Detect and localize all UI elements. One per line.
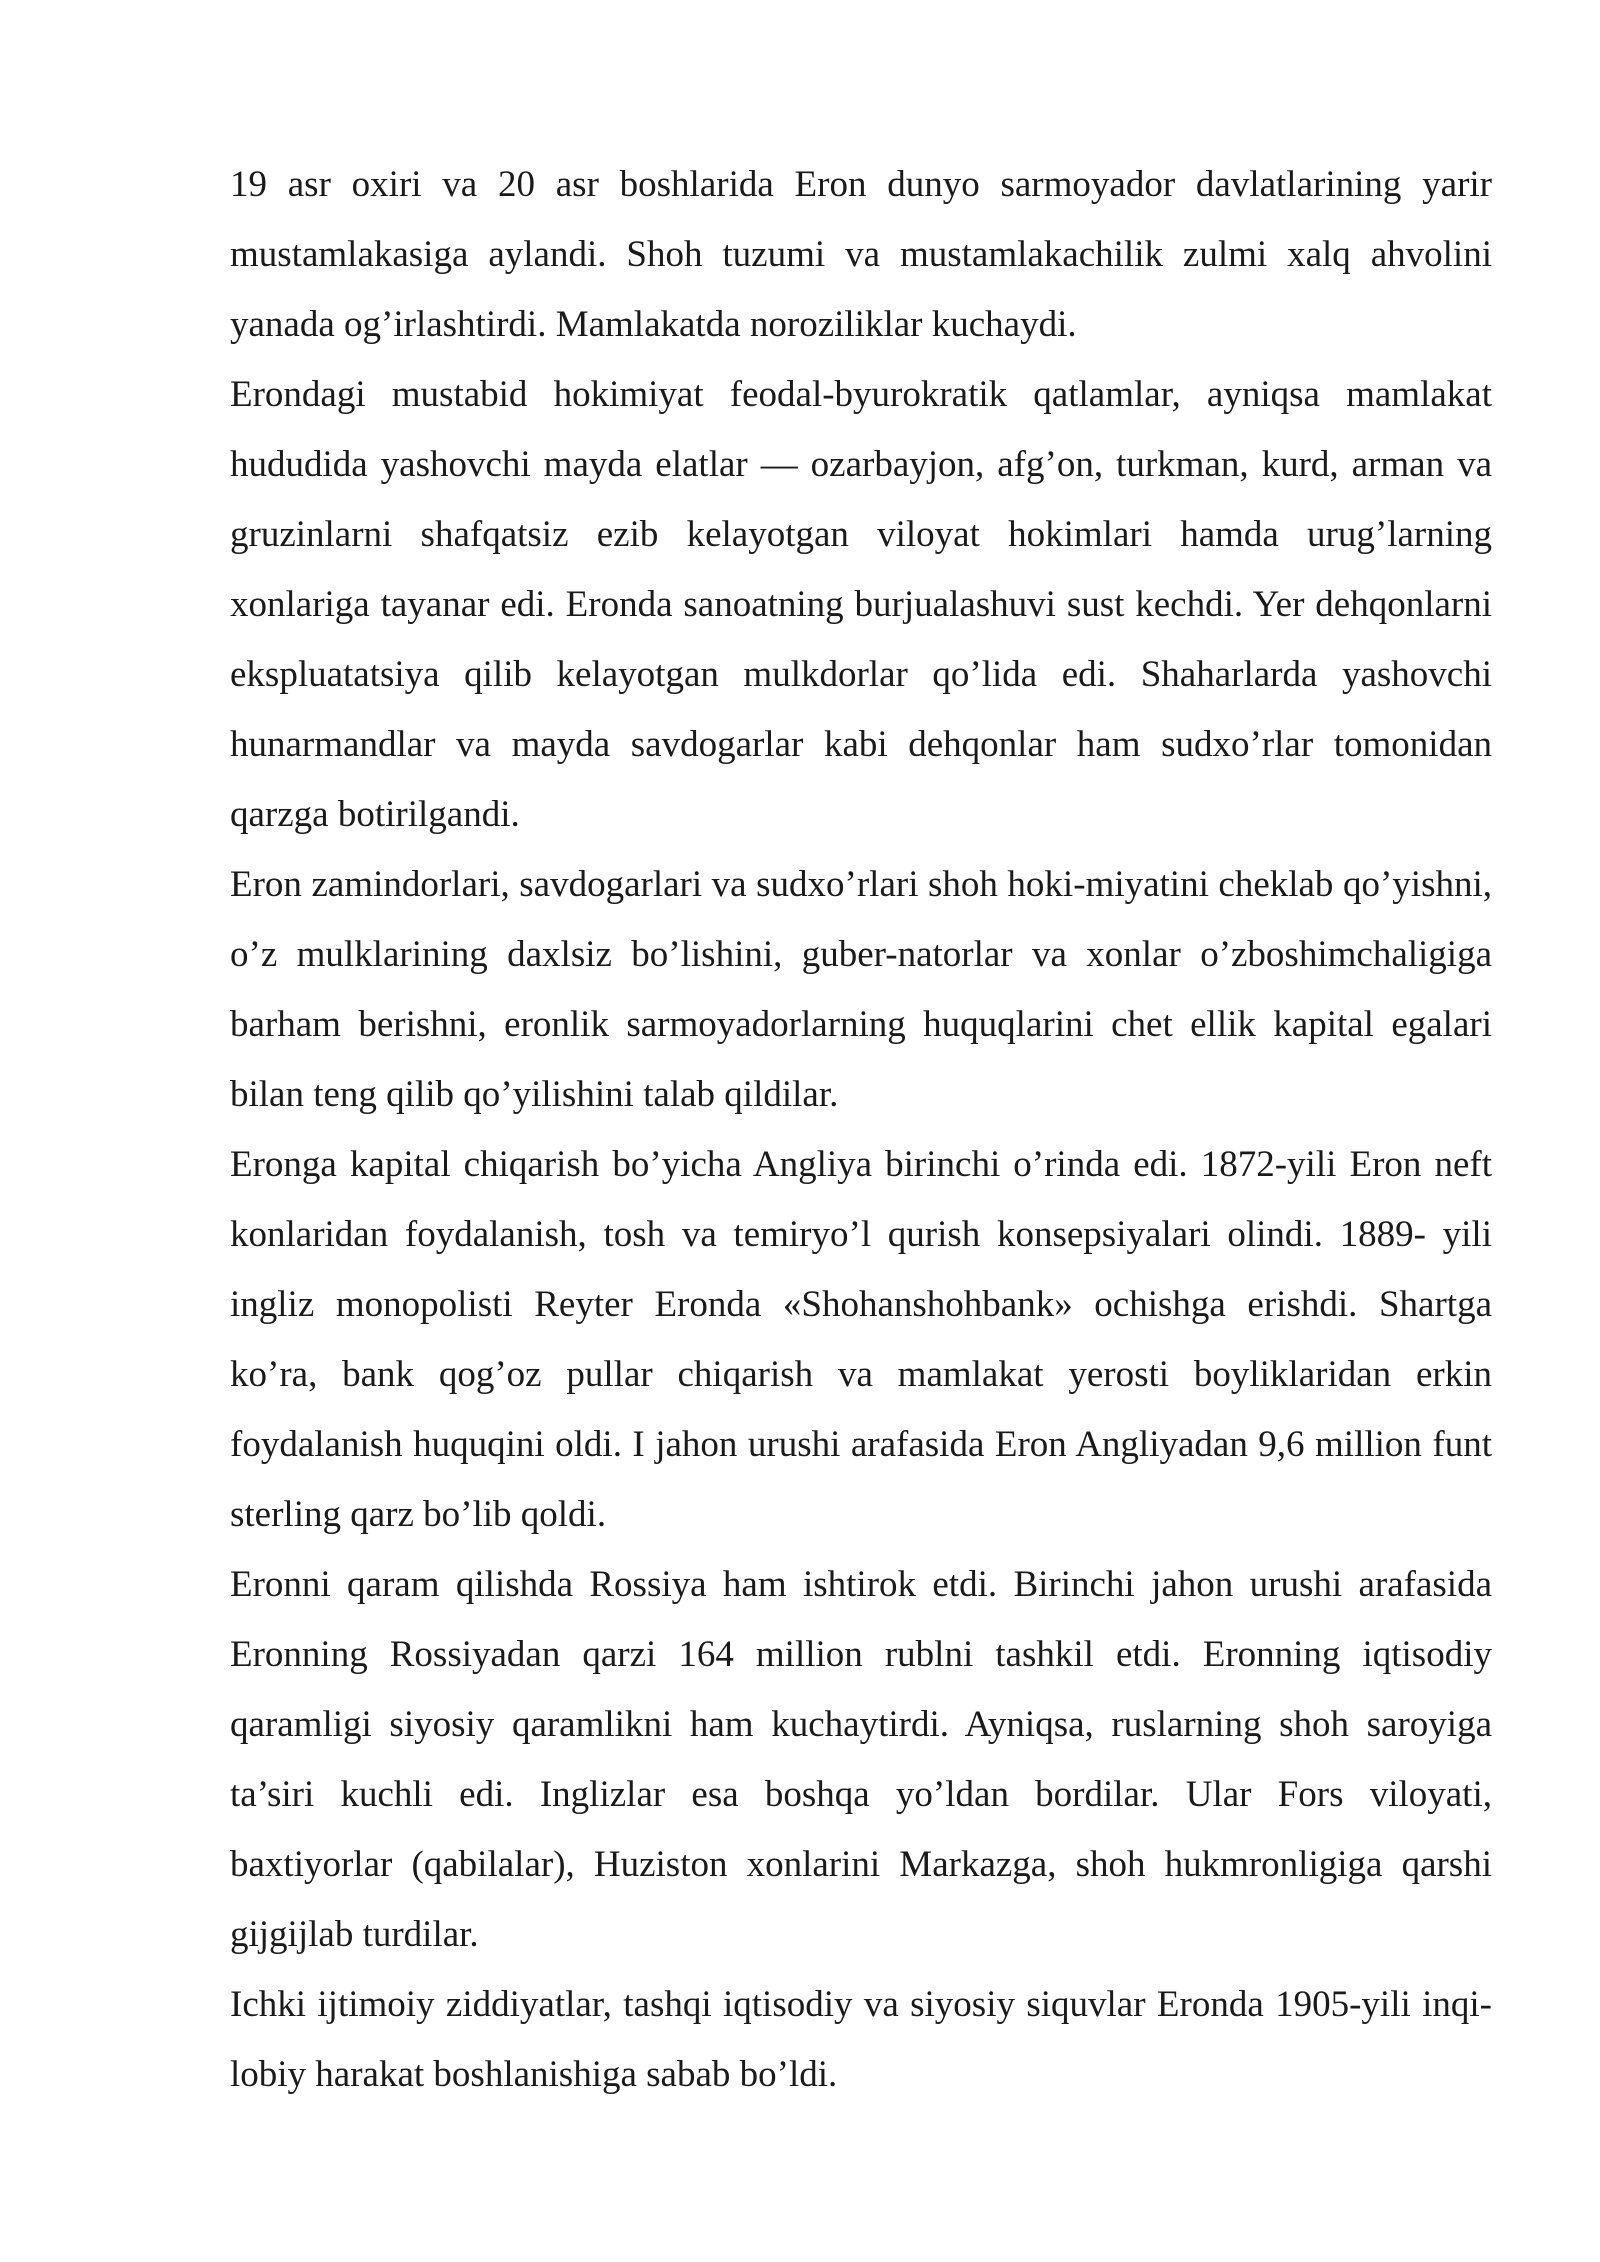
paragraph-3: Eron zamindorlari, savdogarlari va sudxo’rlari shoh hoki-miyatini cheklab qo’yishni, o’z mulklarining daxlsiz bo’lishini, guber-natorlar va xonlar o’zboshimchaligiga barham berishni, eronlik sarmoyadorlarning huquqlarini chet ellik kapital egalari bilan teng qilib qo’yilishini talab qildilar.	[230, 864, 1492, 1115]
paragraph-2: Erondagi mustabid hokimiyat feodal-byurokratik qatlamlar, ayniqsa mamlakat hududida yashovchi mayda elatlar — ozarbayjon, afg’on, turkman, kurd, arman va gruzinlarni shafqatsiz ezib kelayotgan viloyat hokimlari hamda urug’larning xonlariga tayanar edi. Eronda sanoatning burjualashuvi sust kechdi. Yer dehqonlarni ekspluatatsiya qilib kelayotgan mulkdorlar qo’lida edi. Shaharlarda yashovchi hunarmandlar va mayda savdogarlar kabi dehqonlar ham sudxo’rlar tomonidan qarzga botirilgandi.	[230, 374, 1492, 835]
paragraph-4: Eronga kapital chiqarish bo’yicha Angliya birinchi o’rinda edi. 1872-yili Eron neft konlaridan foydalanish, tosh va temiryo’l qurish konsepsiyalari olindi. 1889- yili ingliz monopolisti Reyter Eronda «Shohanshohbank» ochishga erishdi. Shartga ko’ra, bank qog’oz pullar chiqarish va mamlakat yerosti boyliklaridan erkin foydalanish huquqini oldi. I jahon urushi arafasida Eron Angliyadan 9,6 million funt sterling qarz bo’lib qoldi.	[230, 1144, 1492, 1535]
document-page	[230, 150, 1492, 2110]
paragraph-5: Eronni qaram qilishda Rossiya ham ishtirok etdi. Birinchi jahon urushi arafasida Eronning Rossiyadan qarzi 164 million rublni tashkil etdi. Eronning iqtisodiy qaramligi siyosiy qaramlikni ham kuchaytirdi. Ayniqsa, ruslarning shoh saroyiga ta’siri kuchli edi. Inglizlar esa boshqa yo’ldan bordilar. Ular Fors viloyati, baxtiyorlar (qabilalar), Huziston xonlarini Markazga, shoh hukmronligiga qarshi gijgijlab turdilar.	[230, 1564, 1492, 1955]
paragraph-1: 19 asr oxiri va 20 asr boshlarida Eron dunyo sarmoyador davlatlarining yarir mustamlakasiga aylandi. Shoh tuzumi va mustamlakachilik zulmi xalq ahvolini yanada og’irlashtirdi. Mamlakatda noroziliklar kuchaydi.	[230, 164, 1492, 345]
paragraph-6: Ichki ijtimoiy ziddiyatlar, tashqi iqtisodiy va siyosiy siquvlar Eronda 1905-yili inqi-lobiy harakat boshlanishiga sabab bo’ldi.	[230, 1984, 1492, 2095]
